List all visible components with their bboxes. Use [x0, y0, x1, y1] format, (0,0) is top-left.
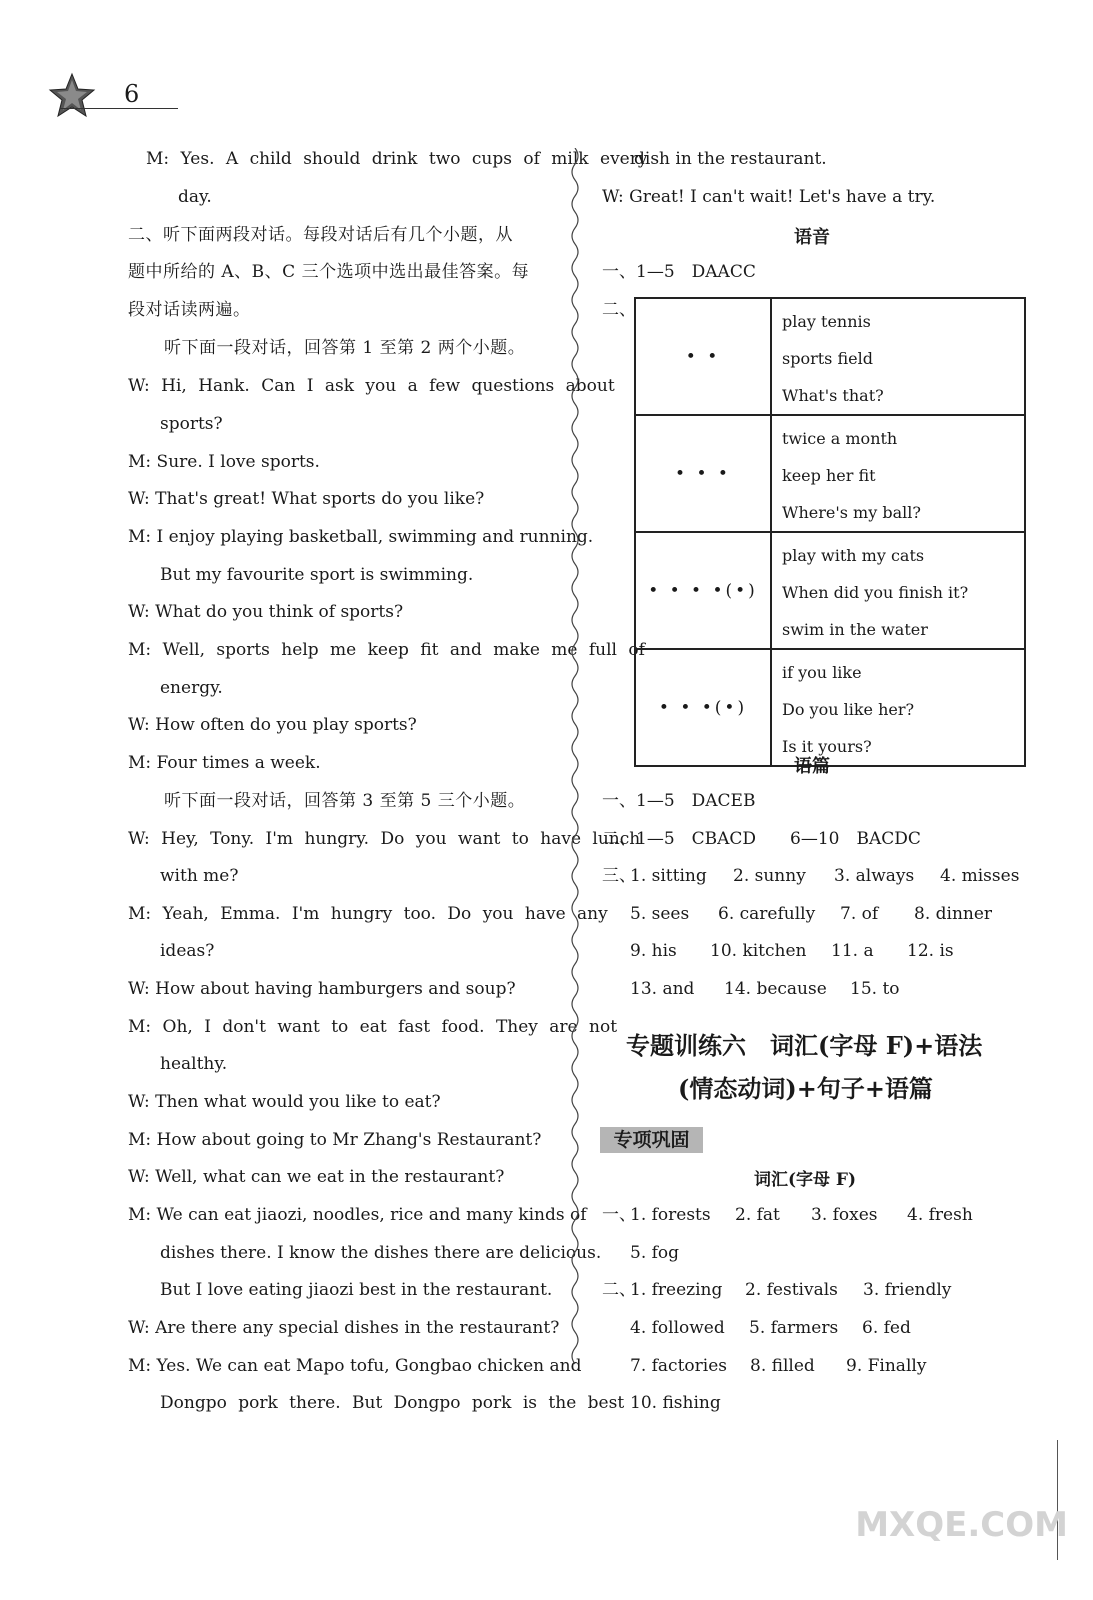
answer-item: 3. always	[834, 866, 915, 886]
answer-item: 9. Finally	[846, 1356, 927, 1376]
answer-item: 7. of	[840, 904, 879, 924]
answer-item: 10. fishing	[630, 1393, 721, 1413]
question-subinstruction: 听下面一段对话，回答第 1 至第 2 两个小题。	[164, 338, 526, 358]
answer-item: 2. sunny	[733, 866, 806, 886]
answer-item: 9. his	[630, 941, 677, 961]
phrase-cell: play tennis sports field What's that?	[771, 298, 1025, 415]
dialog-line: W: How often do you play sports?	[128, 715, 417, 735]
answer-item: 4. misses	[940, 866, 1020, 886]
answer-item: 14. because	[724, 979, 827, 999]
vocab-title: 词汇(字母 F)	[753, 1170, 857, 1190]
stress-pattern: • •	[635, 298, 771, 415]
dialog-line: W: Great! I can't wait! Let's have a try.	[602, 187, 936, 207]
answer-item: 4. fresh	[907, 1205, 973, 1225]
answer-item: 8. dinner	[914, 904, 993, 924]
unit-title: 专题训练六 词汇(字母 F)+语法	[626, 1031, 983, 1060]
dialog-line: W: What do you think of sports?	[128, 602, 404, 622]
phrase-cell: play with my cats When did you finish it? swim in the water	[771, 532, 1025, 649]
question-instruction: 段对话读两遍。	[128, 300, 251, 320]
dialog-line: energy.	[160, 678, 223, 698]
question-subinstruction: 听下面一段对话，回答第 3 至第 5 三个小题。	[164, 791, 526, 811]
dialog-line: W: Hey, Tony. I'm hungry. Do you want to have lunch	[128, 829, 641, 849]
dialog-line: M: Yes. A child should drink two cups of milk every	[146, 149, 648, 169]
dialog-line: W: Are there any special dishes in the restaurant?	[128, 1318, 560, 1338]
table-row	[635, 532, 1025, 649]
section-title-reading: 语篇	[794, 756, 830, 777]
answer-item: 6. carefully	[718, 904, 816, 924]
dialog-line: M: How about going to Mr Zhang's Restaurant?	[128, 1130, 542, 1150]
dialog-line: W: Well, what can we eat in the restaurant?	[128, 1167, 505, 1187]
dialog-line: dishes there. I know the dishes there are delicious.	[160, 1243, 602, 1263]
column-divider	[568, 148, 582, 1418]
dialog-line: But my favourite sport is swimming.	[160, 565, 474, 585]
answer-item: 7. factories	[630, 1356, 727, 1376]
answer-item: 3. friendly	[863, 1280, 952, 1300]
answer-item: 1. freezing	[630, 1280, 723, 1300]
header-rule	[60, 108, 178, 109]
answer-item: 3. foxes	[811, 1205, 878, 1225]
section-title-phonetics: 语音	[794, 227, 830, 248]
answer-item: 4. followed	[630, 1318, 725, 1338]
dialog-line: M: We can eat jiaozi, noodles, rice and many kinds of	[128, 1205, 587, 1225]
dialog-line: M: Yes. We can eat Mapo tofu, Gongbao chicken and	[128, 1356, 582, 1376]
dialog-line: W: Hi, Hank. Can I ask you a few questions about	[128, 376, 615, 396]
dialog-line: day.	[178, 187, 212, 207]
dialog-line: M: Sure. I love sports.	[128, 452, 320, 472]
answer-item: 8. filled	[750, 1356, 815, 1376]
answer-item: 1. sitting	[630, 866, 707, 886]
question-instruction: 题中所给的 A、B、C 三个选项中选出最佳答案。每	[128, 262, 530, 282]
answer-item: 15. to	[850, 979, 900, 999]
answer-line: 二、1—5 CBACD 6—10 BACDC	[602, 829, 921, 849]
dialog-line: M: Four times a week.	[128, 753, 321, 773]
answer-line: 一、1—5 DACEB	[602, 791, 756, 811]
dialog-line: W: Then what would you like to eat?	[128, 1092, 441, 1112]
answer-label: 二、	[602, 300, 636, 320]
dialog-line: W: That's great! What sports do you like?	[128, 489, 485, 509]
page-number: 6	[124, 80, 140, 108]
dialog-line: W: How about having hamburgers and soup?	[128, 979, 516, 999]
table-row	[635, 298, 1025, 415]
answer-item: 6. fed	[862, 1318, 911, 1338]
watermark: MXQE.COM	[855, 1505, 1068, 1545]
stress-pattern: • • •(•)	[635, 649, 771, 766]
answer-item: 1. forests	[630, 1205, 711, 1225]
phrase-cell: twice a month keep her fit Where's my ball?	[771, 415, 1025, 532]
table-row	[635, 415, 1025, 532]
stress-pattern-table	[634, 297, 1026, 767]
answer-item: 12. is	[907, 941, 954, 961]
dialog-line: ideas?	[160, 941, 215, 961]
stress-pattern: • • •	[635, 415, 771, 532]
star-icon	[48, 72, 96, 118]
dialog-line: with me?	[160, 866, 239, 886]
phrase-cell: if you like Do you like her? Is it yours?	[771, 649, 1025, 766]
answer-item: 13. and	[630, 979, 695, 999]
dialog-line: dish in the restaurant.	[634, 149, 827, 169]
question-instruction: 二、听下面两段对话。每段对话后有几个小题，从	[128, 225, 513, 245]
answer-label: 一、	[602, 1205, 636, 1225]
dialog-line: M: Oh, I don't want to eat fast food. They are not	[128, 1017, 618, 1037]
table-row	[635, 649, 1025, 766]
dialog-line: M: Yeah, Emma. I'm hungry too. Do you have any	[128, 904, 608, 924]
answer-item: 10. kitchen	[710, 941, 807, 961]
answer-item: 2. festivals	[745, 1280, 838, 1300]
dialog-line: But I love eating jiaozi best in the restaurant.	[160, 1280, 553, 1300]
answer-label: 二、	[602, 1280, 636, 1300]
answer-item: 5. farmers	[749, 1318, 839, 1338]
dialog-line: sports?	[160, 414, 223, 434]
section-tag: 专项巩固	[600, 1127, 703, 1153]
dialog-line: M: I enjoy playing basketball, swimming and running.	[128, 527, 594, 547]
answer-item: 2. fat	[735, 1205, 780, 1225]
answer-item: 11. a	[831, 941, 874, 961]
stress-pattern: • • • •(•)	[635, 532, 771, 649]
dialog-line: Dongpo pork there. But Dongpo pork is the best	[160, 1393, 625, 1413]
answer-line: 一、1—5 DAACC	[602, 262, 756, 282]
answer-label: 三、	[602, 866, 636, 886]
unit-title: (情态动词)+句子+语篇	[678, 1074, 933, 1103]
answer-item: 5. fog	[630, 1243, 680, 1263]
dialog-line: M: Well, sports help me keep fit and make me full of	[128, 640, 645, 660]
dialog-line: healthy.	[160, 1054, 228, 1074]
answer-item: 5. sees	[630, 904, 690, 924]
